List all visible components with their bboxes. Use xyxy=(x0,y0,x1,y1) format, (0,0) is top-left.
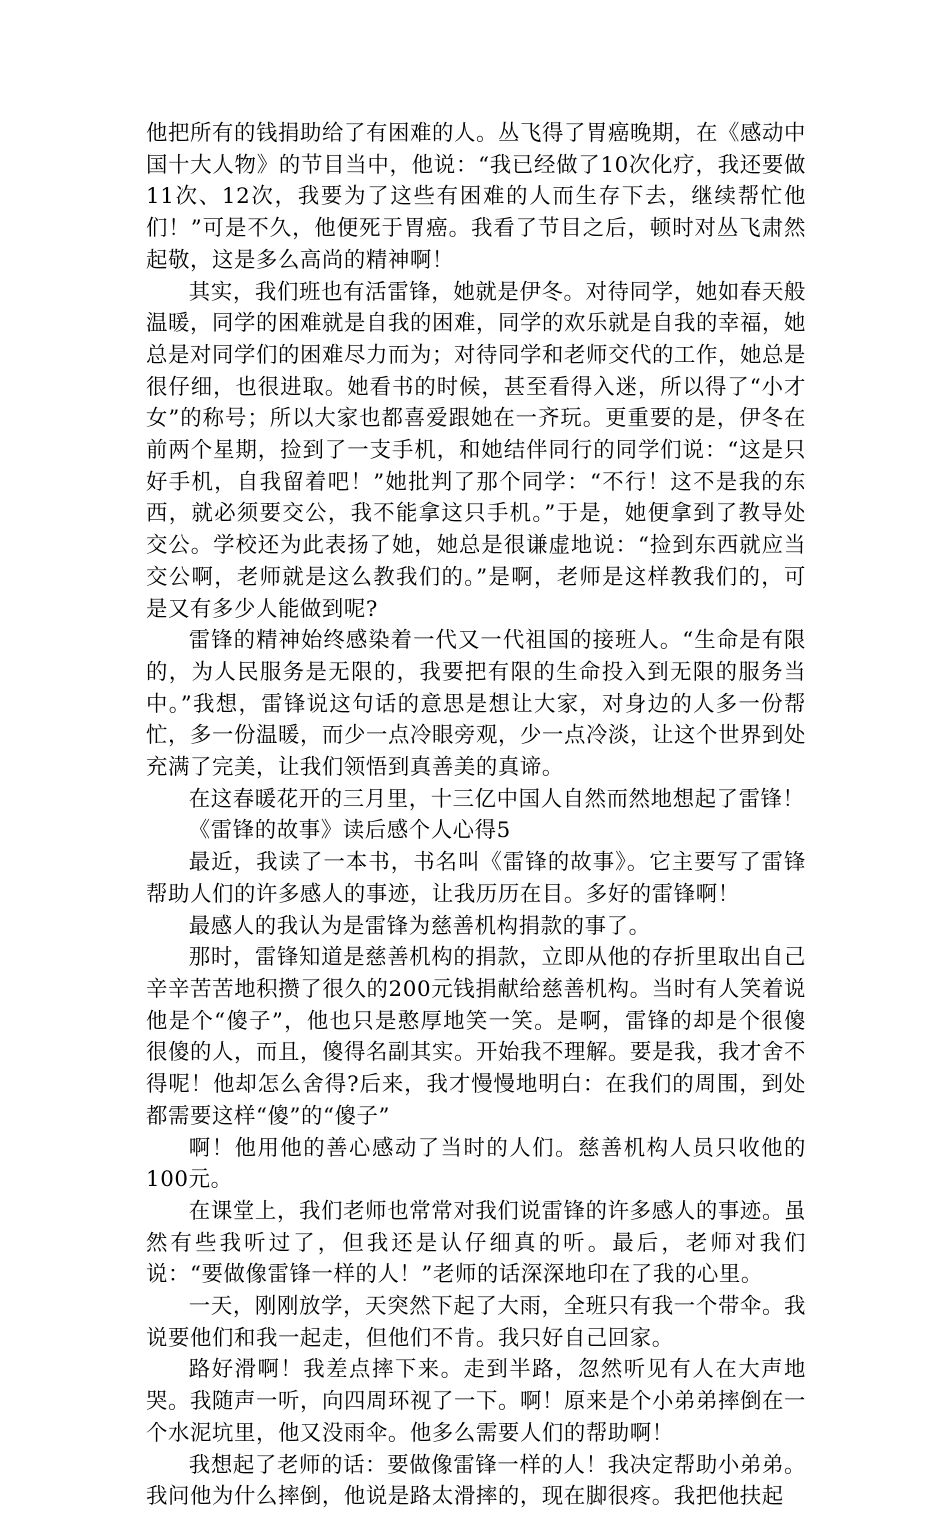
paragraph: 在这春暖花开的三月里，十三亿中国人自然而然地想起了雷锋！ xyxy=(188,786,805,812)
paragraph: 一天，刚刚放学，天突然下起了大雨，全班只有我一个带伞。我说要他们和我一起走，但他们不肯。我只好自己回家。 xyxy=(146,1294,806,1351)
paragraph: 雷锋的精神始终感染着一代又一代祖国的接班人。“生命是有限的，为人民服务是无限的，我要把有限的生命投入到无限的服务当中。”我想，雷锋说这句话的意思是想让大家，对身边的人多一份帮忙，多一份温暖，而少一点冷眼旁观，少一点冷淡，让这个世界到处充满了完美，让我们领悟到真善美的真谛。 xyxy=(146,628,806,781)
paragraph: 他把所有的钱捐助给了有困难的人。丛飞得了胃癌晚期，在《感动中国十大人物》的节目当中，他说：“我已经做了10次化疗，我还要做11次、12次，我要为了这些有困难的人而生存下去，继续帮忙他们！”可是不久，他便死于胃癌。我看了节目之后，顿时对丛飞肃然起敬，这是多么高尚的精神啊！ xyxy=(146,121,806,273)
paragraph: 最感人的我认为是雷锋为慈善机构捐款的事了。 xyxy=(188,913,651,939)
paragraph: 路好滑啊！我差点摔下来。走到半路，忽然听见有人在大声地哭。我随声一听，向四周环视了一下。啊！原来是个小弟弟摔倒在一个水泥坑里，他又没雨伞。他多么需要人们的帮助啊！ xyxy=(146,1357,806,1446)
paragraph: 其实，我们班也有活雷锋，她就是伊冬。对待同学，她如春天般温暖，同学的困难就是自我的困难，同学的欢乐就是自我的幸福，她总是对同学们的困难尽力而为；对待同学和老师交代的工作，她总是很仔细，也很进取。她看书的时候，甚至看得入迷，所以得了“小才女”的称号；所以大家也都喜爱跟她在一齐玩。更重要的是，伊冬在前两个星期，捡到了一支手机，和她结伴同行的同学们说：“这是只好手机，自我留着吧！”她批判了那个同学：“不行！这不是我的东西，就必须要交公，我不能拿这只手机。”于是，她便拿到了教导处交公。学校还为此表扬了她，她总是很谦虚地说：“捡到东西就应当交公啊，老师就是这么教我们的。”是啊，老师是这样教我们的，可是又有多少人能做到呢? xyxy=(146,279,806,622)
section-heading: 《雷锋的故事》读后感个人心得5 xyxy=(188,818,511,844)
paragraph: 在课堂上，我们老师也常常对我们说雷锋的许多感人的事迹。虽然有些我听过了，但我还是认仔细真的听。最后，老师对我们说：“要做像雷锋一样的人！”老师的话深深地印在了我的心里。 xyxy=(146,1198,806,1288)
document-page xyxy=(146,118,806,1513)
paragraph: 最近，我读了一本书，书名叫《雷锋的故事》。它主要写了雷锋帮助人们的许多感人的事迹，让我历历在目。多好的雷锋啊！ xyxy=(146,850,806,907)
paragraph: 我想起了老师的话：要做像雷锋一样的人！我决定帮助小弟弟。我问他为什么摔倒，他说是路太滑摔的，现在脚很疼。我把他扶起 xyxy=(146,1452,806,1510)
paragraph: 那时，雷锋知道是慈善机构的捐款，立即从他的存折里取出自己辛辛苦苦地积攒了很久的200元钱捐献给慈善机构。当时有人笑着说他是个“傻子”，他也只是憨厚地笑一笑。是啊，雷锋的却是个很傻很傻的人，而且，傻得名副其实。开始我不理解。要是我，我才舍不得呢！他却怎么舍得?后来，我才慢慢地明白：在我们的周围，到处都需要这样“傻”的“傻子” xyxy=(146,945,806,1129)
paragraph: 啊！他用他的善心感动了当时的人们。慈善机构人员只收他的100元。 xyxy=(146,1135,806,1193)
